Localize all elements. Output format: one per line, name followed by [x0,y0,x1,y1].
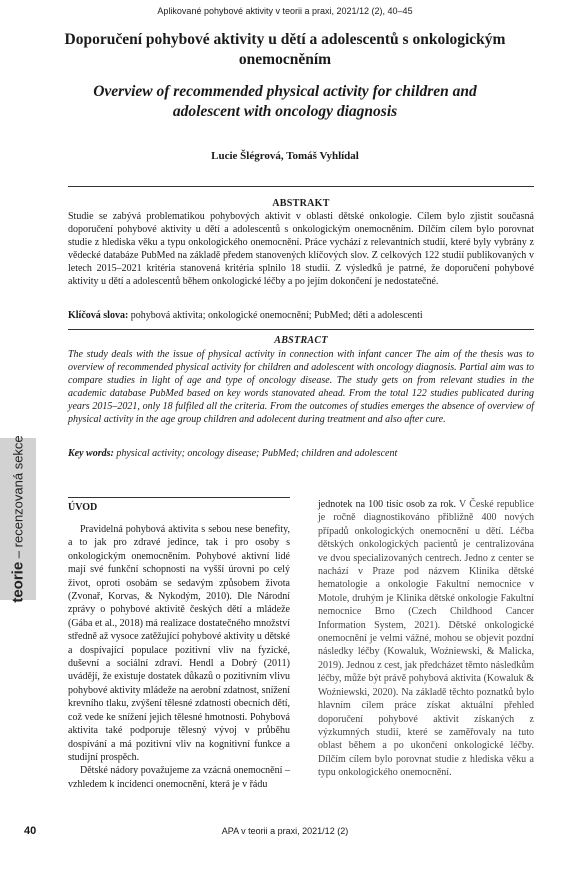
title-english: Overview of recommended physical activity for children and adolescent with oncology diagnosis [93,83,477,120]
english-keywords-text: physical activity; oncology disease; PubMed; children and adolescent [116,448,398,459]
abstract-en-top-rule [68,329,534,330]
czech-keywords [68,309,534,322]
right-paragraph-continuation: jednotek na 100 tisíc osob za rok. [318,499,457,510]
side-section-label [10,435,27,602]
title-czech: Doporučení pohybové aktivity u dětí a adolescentů s onkologickým onemocněním [64,31,506,68]
czech-keywords-text: pohybová aktivita; onkologické onemocnění; PubMed; děti a adolescenti [130,310,423,321]
abstract-en-text: The study deals with the issue of physical activity in connection with infant cancer The aim of the thesis was to overview of recommended physical activity for children and adolescent with oncology diagnosis. Partial aim was to compare studies in light of age and type of oncology disease. The study gets on from relevant studies in the academic database PubMed based on key words stanovated ahead. From the total 122 studies publicated during years 2015–2021, only 18 fulfiled all the criteria. From the outcomes of studies emerges the absence of overview of physical activity in the age group children and adolecent during treatment and also after cure. [68,349,534,425]
right-paragraph-rest: V České republice je ročně diagnostikováno přibližně 400 nových případů onkologických onemocnění u dětí. Léčba dětských onkologických pacientů je centralizována ve dvou specializovaných centrech. Jedno z center se nachází v Praze pod názvem Klinika dětské hematologie a onkologie Fakultní nemocnice v Motole, druhým je Klinika dětské onkologie Fakultní nemocnice Brno (Czech Childhood Cancer Information System, 2021). Dětské onkologické onemocnění je velmi vážné, mohou se objevit pozdní následky léčby (Kowaluk, Woźniewski, & Malicka, 2019). Jednou z cest, jak předcházet těmto následkům léčby, může být právě pohybová aktivita (Kowaluk & Woźniewski, 2020). Na základě těchto poznatků bylo hlavním cílem práce získat aktuální přehled doporučení pohybové aktivit získaných z výzkumných studií, které se zaměřovaly na tuto oblast během a po ukončení onkologické léčby. Dílčím cílem bylo porovnat studie z hlediska věku a typu onkologického onemocnění. [318,499,534,779]
authors: Lucie Šlégrová, Tomáš Vyhlídal [211,150,359,162]
side-label-bold: teorie [9,561,27,603]
running-header: Aplikované pohybové aktivity v teorii a praxi, 2021/12 (2), 40–45 [157,6,413,16]
side-label-separator: – [10,547,26,562]
side-label-rest: recenzovaná sekce [10,435,26,548]
abstrakt-top-rule [68,186,534,187]
section-rule [68,497,290,498]
footer-journal: APA v teorii a praxi, 2021/12 (2) [221,826,349,836]
abstract-en-heading: ABSTRACT [274,335,328,346]
left-paragraph-2: Dětské nádory považujeme za vzácná onemocnění – vzhledem k incidenci onemocnění, která je v řádu [68,765,290,790]
czech-keywords-label: Klíčová slova: [68,310,129,321]
right-paragraph [318,498,534,780]
section-heading: ÚVOD [68,502,98,513]
abstrakt-heading: ABSTRAKT [272,198,330,209]
right-column [318,498,534,780]
page-number: 40 [24,825,37,837]
english-keywords-label: Key words: [68,448,114,459]
english-keywords [68,447,534,460]
left-paragraph-1: Pravidelná pohybová aktivita s sebou nese benefity, a to jak pro zdravé jedince, tak i pro osoby s onkologickým onemocněním. Pohybové aktivní lidé mají své funkční schopnosti na vyšší úrovni po celý život, oproti osobám se sedavým způsobem života (Zvonař, Korvas, & Nykodým, 2010). Dle Národní zprávy o pohybové aktivitě českých dětí a mládeže (Gába et al., 2018) má realizace dostatečného množství středně až vysoce zatěžující pohybové aktivity u dětské a dospívající populace pozitivní vliv na fyzické, duševní a sociální zdraví. Hendl a Dobrý (2011) uvádějí, že existuje dostatek důkazů o pozitivním vlivu pohybové aktivity mládeže na aerobní zdatnost, snížení krevního tlaku, zvýšení tělesné zdatnosti obecních dětí, což vede ke snížení jejich tělesné hmotnosti. Pohybová aktivita také podporuje tělesný vývoj v průběhu dospívání a má pozitivní vliv na kognitivní funkce a studijní prospěch. [68,524,290,763]
left-column [68,523,290,791]
abstrakt-text: Studie se zabývá problematikou pohybových aktivit v oblasti dětské onkologie. Cílem bylo zjistit současná doporučení pohybové aktivity u dětí a adolescentů s onkologickým onemocněním. Dílčím cílem bylo porovnat studie z hlediska věku a typu onkologického onemocnění. Práce vychází z relevantních studií, které byly vybrány z vědecké databáze PubMed na základě předem stanovených klíčových slov. Z celkových 122 studií publikovaných v letech 2015–2021 kritéria stanovená kritéria splnilo 18 studií. Z výsledků je patrné, že doporučení pohybové aktivity u dětí a adolescentů během onkologické léčby a po jejím dokončení je nedostatečné. [68,211,534,287]
